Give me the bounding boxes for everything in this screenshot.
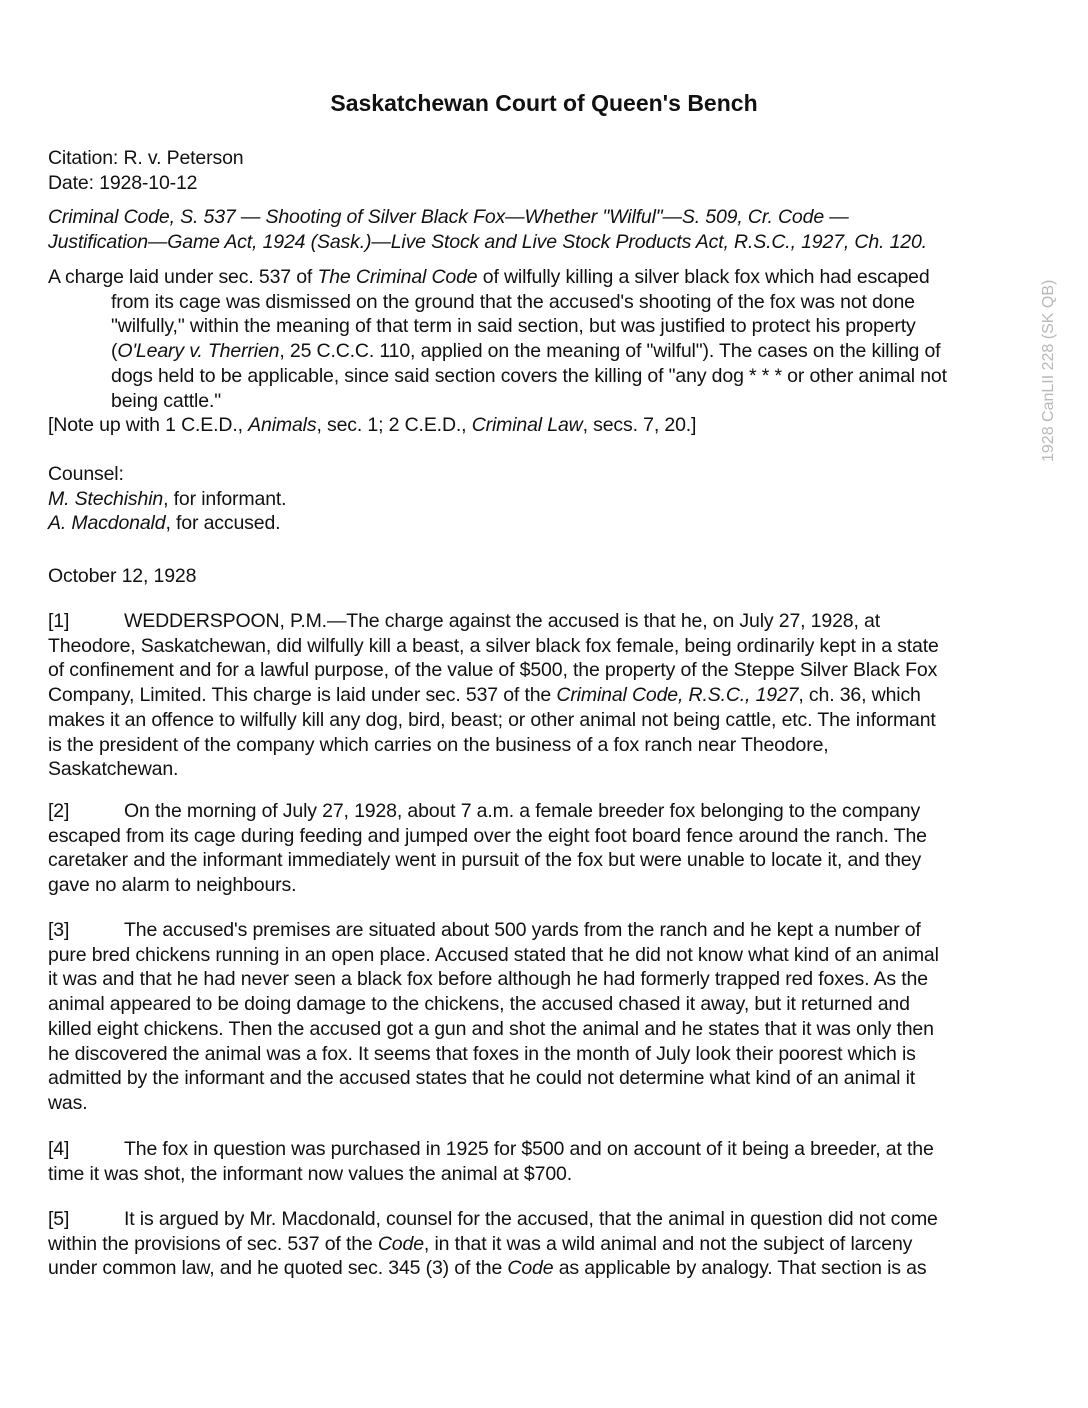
court-title: Saskatchewan Court of Queen's Bench — [330, 90, 758, 116]
summary-line: from its cage was dismissed on the ground that the accused's shooting of the fox was not done — [111, 290, 915, 313]
paragraph-1: [1] WEDDERSPOON, P.M.—The charge against the accused is that he, on July 27, 1928, at Theodore, Saskatchewan, did wilfully kill a beast, a silver black fox female, being ordinarily kept in a state of confinement and for a lawful purpose, of the value of $500, the property of the Steppe Silver Black Fox Company, Limited. This charge is laid under sec. 537 of the Criminal Code, R.S.C., 1927, ch. 36, which makes it an offence to wilfully kill any dog, bird, beast; or other animal not being cattle, etc. The informant is the president of the company which carries on the business of a fox ranch near Theodore, Saskatchewan. — [48, 610, 939, 781]
headnote-line: Justification—Game Act, 1924 (Sask.)—Live Stock and Live Stock Products Act, R.S.C., 1927, Ch. 120. — [48, 230, 927, 253]
counsel-block — [48, 462, 1038, 536]
date: Date: 1928-10-12 — [48, 171, 198, 194]
headnote-line: Criminal Code, S. 537 — Shooting of Silver Black Fox—Whether "Wilful"—S. 509, Cr. Code — — [48, 206, 849, 228]
summary-line: A charge laid under sec. 537 of The Criminal Code of wilfully killing a silver black fox which had escaped — [48, 266, 930, 288]
citation: Citation: R. v. Peterson — [48, 147, 244, 169]
citation-block — [48, 146, 1038, 195]
paragraph-number: [5] — [48, 1208, 70, 1230]
paragraph-number: [4] — [48, 1138, 70, 1160]
decision-date: October 12, 1928 — [48, 565, 197, 587]
paragraph-number: [1] — [48, 610, 70, 632]
counsel-accused: A. Macdonald, for accused. — [48, 512, 281, 535]
paragraph-5: [5] It is argued by Mr. Macdonald, counsel for the accused, that the animal in question did not come within the provisions of sec. 537 of the Code, in that it was a wild animal and not the subject of larceny under common law, and he quoted sec. 345 (3) of the Code as applicable by analogy. That section is as — [48, 1208, 938, 1280]
headnote-keywords — [48, 205, 1038, 254]
paragraph-3: [3] The accused's premises are situated about 500 yards from the ranch and he kept a number of pure bred chickens running in an open place. Accused stated that he did not know what kind of an animal it was and that he had never seen a black fox before although he had formerly trapped red foxes. As the animal appeared to be doing damage to the chickens, the accused chased it away, but it returned and killed eight chickens. Then the accused got a gun and shot the animal and he states that it was only then he discovered the animal was a fox. It seems that foxes in the month of July look their poorest which is admitted by the informant and the accused states that he could not determine what kind of an animal it was. — [48, 919, 939, 1114]
counsel-informant: M. Stechishin, for informant. — [48, 487, 287, 510]
paragraph-number: [3] — [48, 919, 70, 941]
canlii-citation-stamp: 1928 CanLII 228 (SK QB) — [1040, 279, 1057, 462]
summary-line: (O'Leary v. Therrien, 25 C.C.C. 110, applied on the meaning of "wilful"). The cases on the killing of — [111, 340, 941, 363]
summary-line: "wilfully," within the meaning of that term in said section, but was justified to protect his property — [111, 315, 916, 338]
paragraph-2: [2] On the morning of July 27, 1928, about 7 a.m. a female breeder fox belonging to the company escaped from its cage during feeding and jumped over the eight foot board fence around the ranch. The caretaker and the informant immediately went in pursuit of the fox but were unable to locate it, and they gave no alarm to neighbours. — [48, 800, 927, 897]
note-up: [Note up with 1 C.E.D., Animals, sec. 1; 2 C.E.D., Criminal Law, secs. 7, 20.] — [48, 414, 697, 437]
headnote-summary — [48, 265, 1038, 438]
paragraph-number: [2] — [48, 800, 70, 822]
counsel-heading: Counsel: — [48, 463, 124, 485]
paragraph-4: [4] The fox in question was purchased in 1925 for $500 and on account of it being a breeder, at the time it was shot, the informant now values the animal at $700. — [48, 1138, 934, 1185]
summary-line: dogs held to be applicable, since said section covers the killing of "any dog * * * or other animal not — [111, 364, 947, 387]
summary-line: being cattle." — [111, 389, 221, 412]
